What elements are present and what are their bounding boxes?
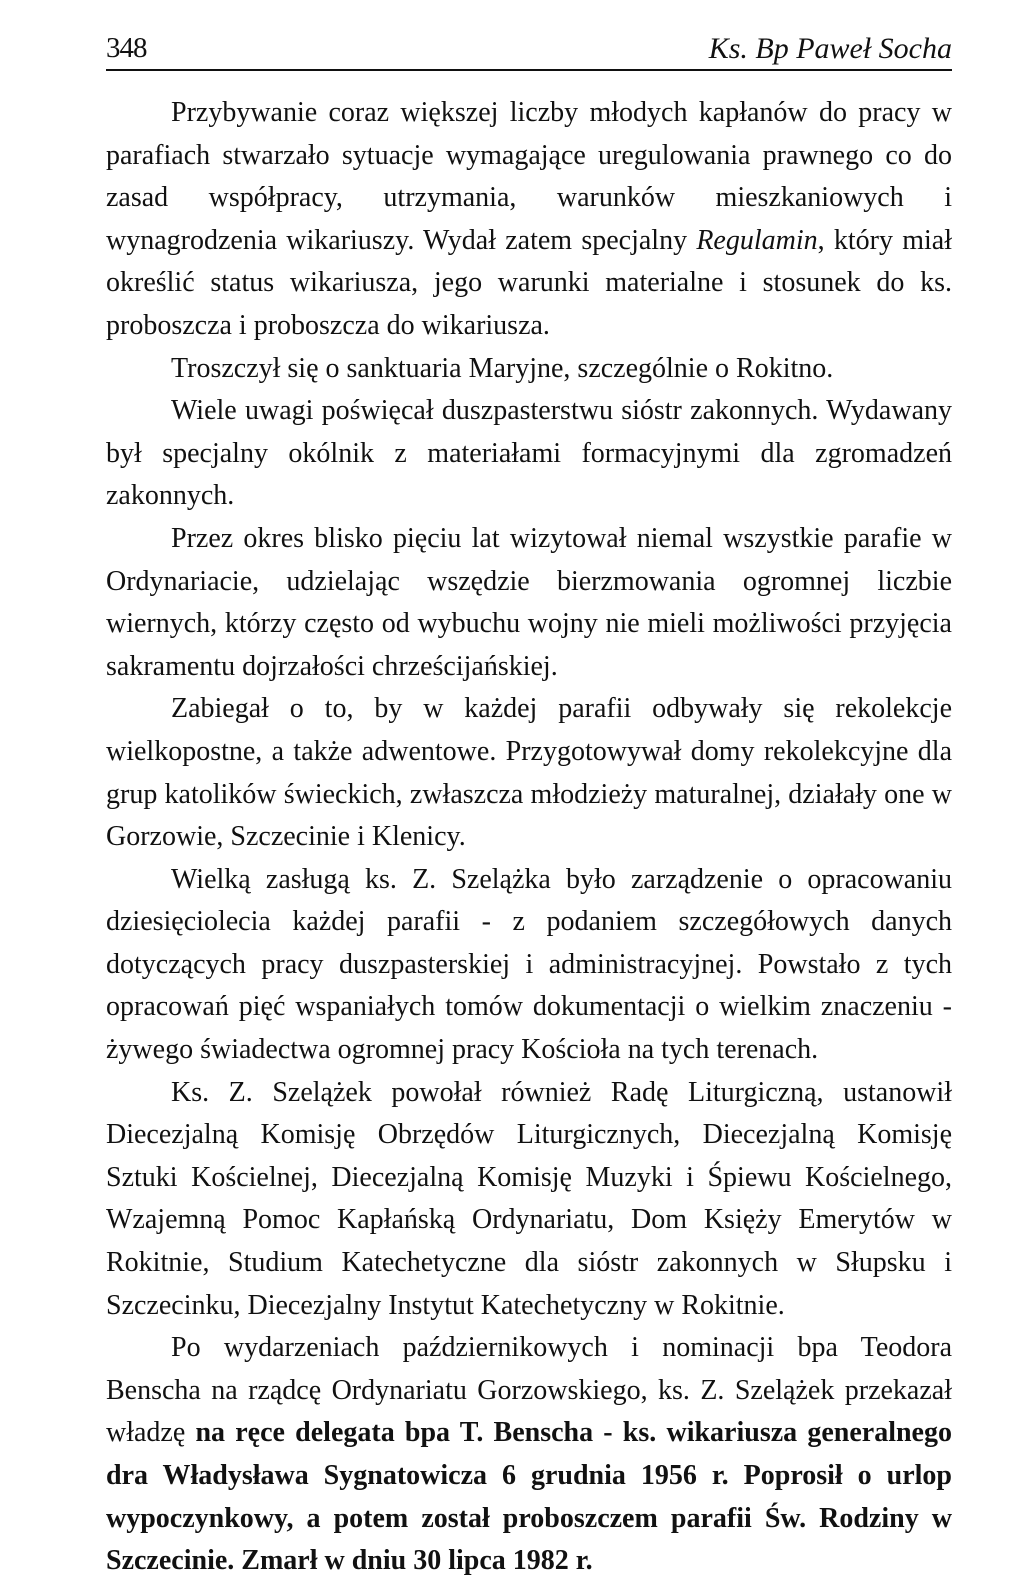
- header-rule: [106, 69, 952, 71]
- paragraph: Zabiegał o to, by w każdej parafii odbywały się rekolekcje wielkopostne, a także adwentowe. Przygotowywał domy rekolekcyjne dla grup katolików świeckich, zwłaszcza młodzieży maturalnej, działały one w Gorzowie, Szczecinie i Klenicy.: [106, 693, 952, 853]
- paragraph-text: Po wydarzeniach październikowych i nominacji bpa Teodora Benscha na rządcę Ordynariatu Gorzowskiego, ks. Z. Szelążek przekazał władzę: [106, 1332, 952, 1449]
- running-head: Ks. Bp Paweł Socha: [708, 32, 952, 65]
- paragraph-text: Przybywanie coraz większej liczby młodych kapłanów do pracy w parafiach stwarzało sytuacje wymagające uregulowania prawnego co do zasad współpracy, utrzymania, warunków mieszkaniowych i wynagrodzenia wikariuszy. Wydał zatem specjalny: [106, 97, 952, 256]
- paragraph: Wiele uwagi poświęcał duszpasterstwu sióstr zakonnych. Wydawany był specjalny okólnik z materiałami formacyjnymi dla zgromadzeń zakonnych.: [106, 395, 952, 512]
- paragraph: Ks. Z. Szelążek powołał również Radę Liturgiczną, ustanowił Diecezjalną Komisję Obrzędów Liturgicznych, Diecezjalną Komisję Sztuki Kościelnej, Diecezjalną Komisję Muzyki i Śpiewu Kościelnego, Wzajemną Pomoc Kapłańską Ordynariatu, Dom Księży Emerytów w Rokitnie, Studium Katechetyczne dla sióstr zakonnych w Słupsku i Szczecinku, Diecezjalny Instytut Katechetyczny w Rokitnie.: [106, 1076, 952, 1321]
- page-header: [106, 18, 956, 72]
- paragraph: Wielką zasługą ks. Z. Szelążka było zarządzenie o opracowaniu dziesięciolecia każdej parafii - z podaniem szczegółowych danych dotyczących pracy duszpasterskiej i administracyjnej. Powstało z tych opracowań pięć wspaniałych tomów dokumentacji o wielkim znaczeniu - żywego świadectwa ogromnej pracy Kościoła na tych terenach.: [106, 863, 952, 1066]
- body-text: [106, 92, 952, 1583]
- paragraph-final: [106, 1327, 952, 1583]
- page-number: 348: [106, 32, 147, 64]
- paragraph: Troszczył się o sanktuaria Maryjne, szczególnie o Rokitno.: [171, 352, 834, 384]
- paragraph-regulamin: [106, 92, 952, 348]
- paragraph-text: , który miał określić status wikariusza, jego warunki materialne i stosunek do ks. proboszcza i proboszcza do wikariusza.: [106, 224, 952, 341]
- emphasis-regulamin: Regulamin: [696, 224, 818, 256]
- bold-text: na ręce delegata bpa T. Benscha - ks. wikariusza generalnego dra Władysława Sygnatowicza 6 grudnia 1956 r. Poprosił o urlop wypoczynkowy, a potem został proboszczem parafii Św. Rodziny w Szczecinie. Zmarł w dniu 30 lipca 1982 r.: [106, 1417, 952, 1577]
- paragraph: Przez okres blisko pięciu lat wizytował niemal wszystkie parafie w Ordynariacie, udzielając wszędzie bierzmowania ogromnej liczbie wiernych, którzy często od wybuchu wojny nie mieli możliwości przyjęcia sakramentu dojrzałości chrześcijańskiej.: [106, 522, 952, 682]
